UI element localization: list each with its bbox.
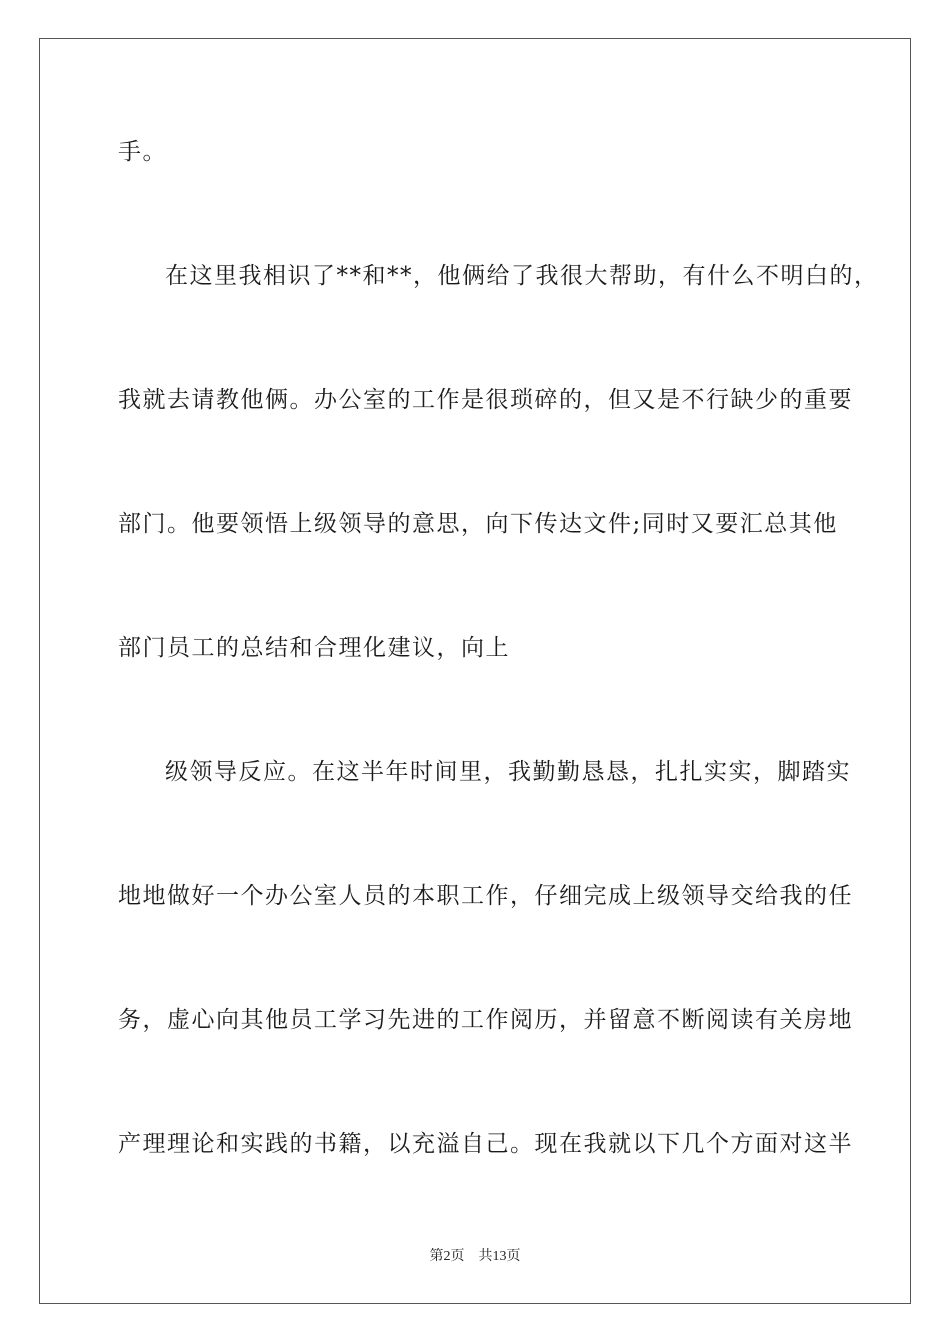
total-pages: 共13页 bbox=[478, 1249, 521, 1264]
text-line-5: 部门员工的总结和合理化建议，向上 bbox=[118, 635, 510, 661]
text-line-8: 务，虚心向其他员工学习先进的工作阅历，并留意不断阅读有关房地 bbox=[118, 1007, 853, 1033]
text-line-7: 地地做好一个办公室人员的本职工作，仔细完成上级领导交给我的任 bbox=[118, 883, 853, 909]
text-line-1: 手。 bbox=[118, 139, 167, 165]
text-line-2: 在这里我相识了**和**，他俩给了我很大帮助，有什么不明白的， bbox=[165, 263, 879, 289]
text-line-9: 产理理论和实践的书籍，以充溢自己。现在我就以下几个方面对这半 bbox=[118, 1131, 853, 1157]
page-number: 第2页 bbox=[429, 1249, 465, 1264]
text-line-4: 部门。他要领悟上级领导的意思，向下传达文件;同时又要汇总其他 bbox=[118, 511, 838, 537]
page-footer bbox=[0, 1247, 950, 1267]
text-line-3: 我就去请教他俩。办公室的工作是很琐碎的，但又是不行缺少的重要 bbox=[118, 387, 853, 413]
text-line-6: 级领导反应。在这半年时间里，我勤勤恳恳，扎扎实实，脚踏实 bbox=[165, 759, 851, 785]
page-border bbox=[39, 38, 911, 1304]
